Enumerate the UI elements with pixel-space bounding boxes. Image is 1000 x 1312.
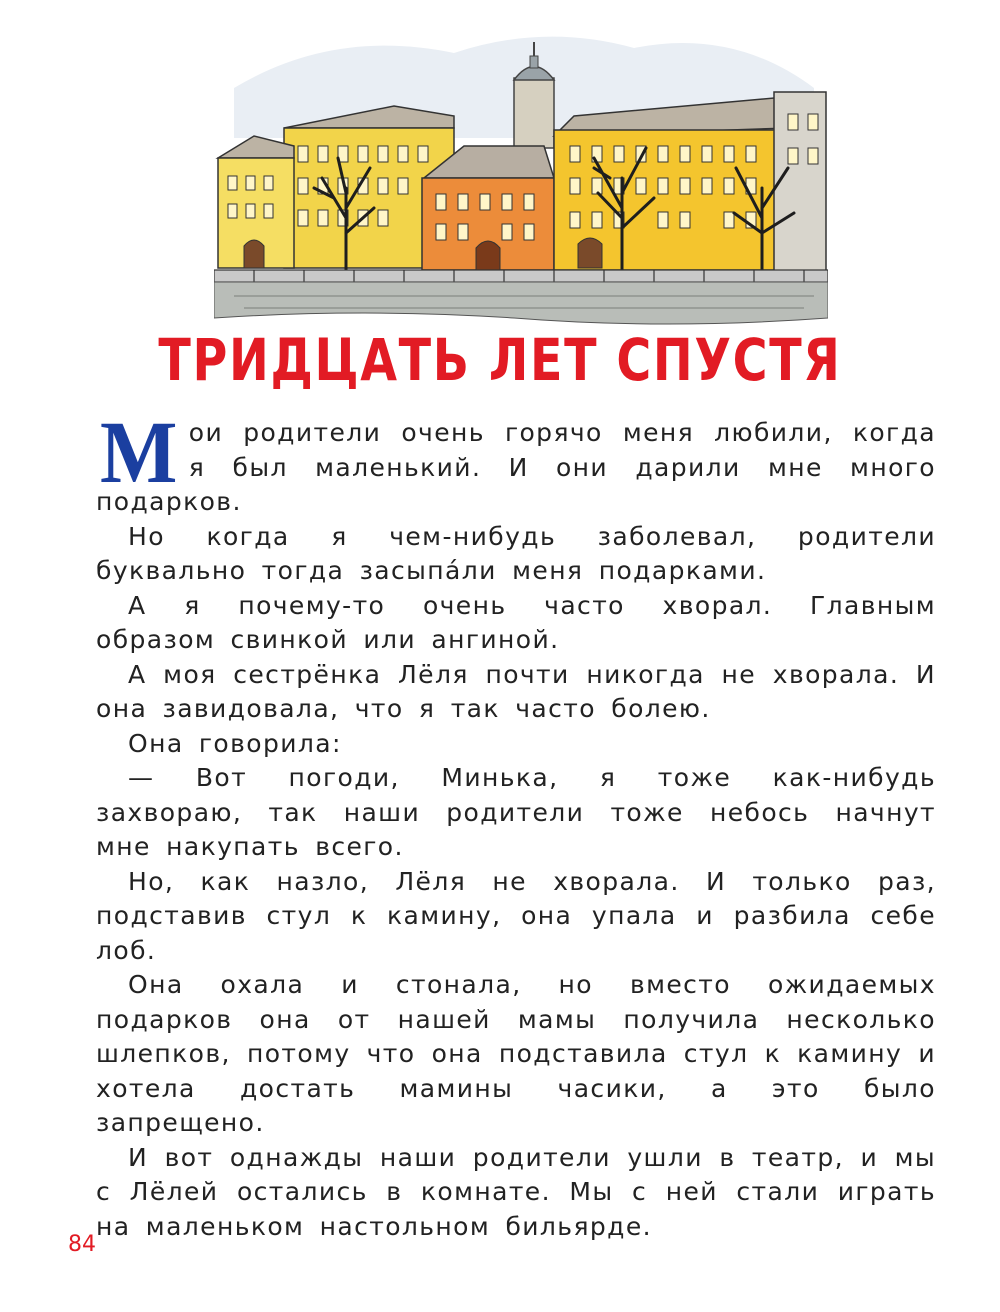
paragraph: А моя сестрёнка Лёля почти никогда не хворала. И она завидовала, что я так часто болею. (96, 659, 936, 723)
story-title: ТРИДЦАТЬ ЛЕТ СПУСТЯ (158, 326, 842, 394)
drop-cap: М (100, 403, 179, 502)
paragraph: Она говорила: (128, 728, 342, 758)
paragraph: А я почему-то очень часто хворал. Главным образом свинкой или ангиной. (96, 590, 936, 654)
paragraph-text: ои родители очень горячо меня любили, когда я был маленький. И они дарили мне много подарков. (96, 418, 936, 516)
city-street-illustration (214, 18, 828, 330)
paragraph: — Вот погоди, Минька, я тоже как-нибудь захвораю, так наши родители тоже небось начнут мне накупать всего. (96, 763, 936, 861)
paragraph: Но, как назло, Лёля не хворала. И только раз, подставив стул к камину, она упала и разбила себе лоб. (96, 866, 936, 965)
page-number: 84 (68, 1232, 96, 1257)
paragraph: Она охала и стонала, но вместо ожидаемых подарков она от нашей мамы получила несколько шлепков, потому что она подставила стул к камину и хотела достать мамины часики, а это было запрещено. (96, 970, 936, 1137)
paragraph: И вот однажды наши родители ушли в театр, и мы с Лёлей остались в комнате. Мы с ней стали играть на маленьком настольном бильярде. (96, 1142, 936, 1241)
story-text (96, 403, 936, 1244)
paragraph: Но когда я чем-нибудь заболевал, родители буквально тогда засыпáли меня подарками. (96, 521, 936, 585)
paragraph (96, 403, 936, 520)
